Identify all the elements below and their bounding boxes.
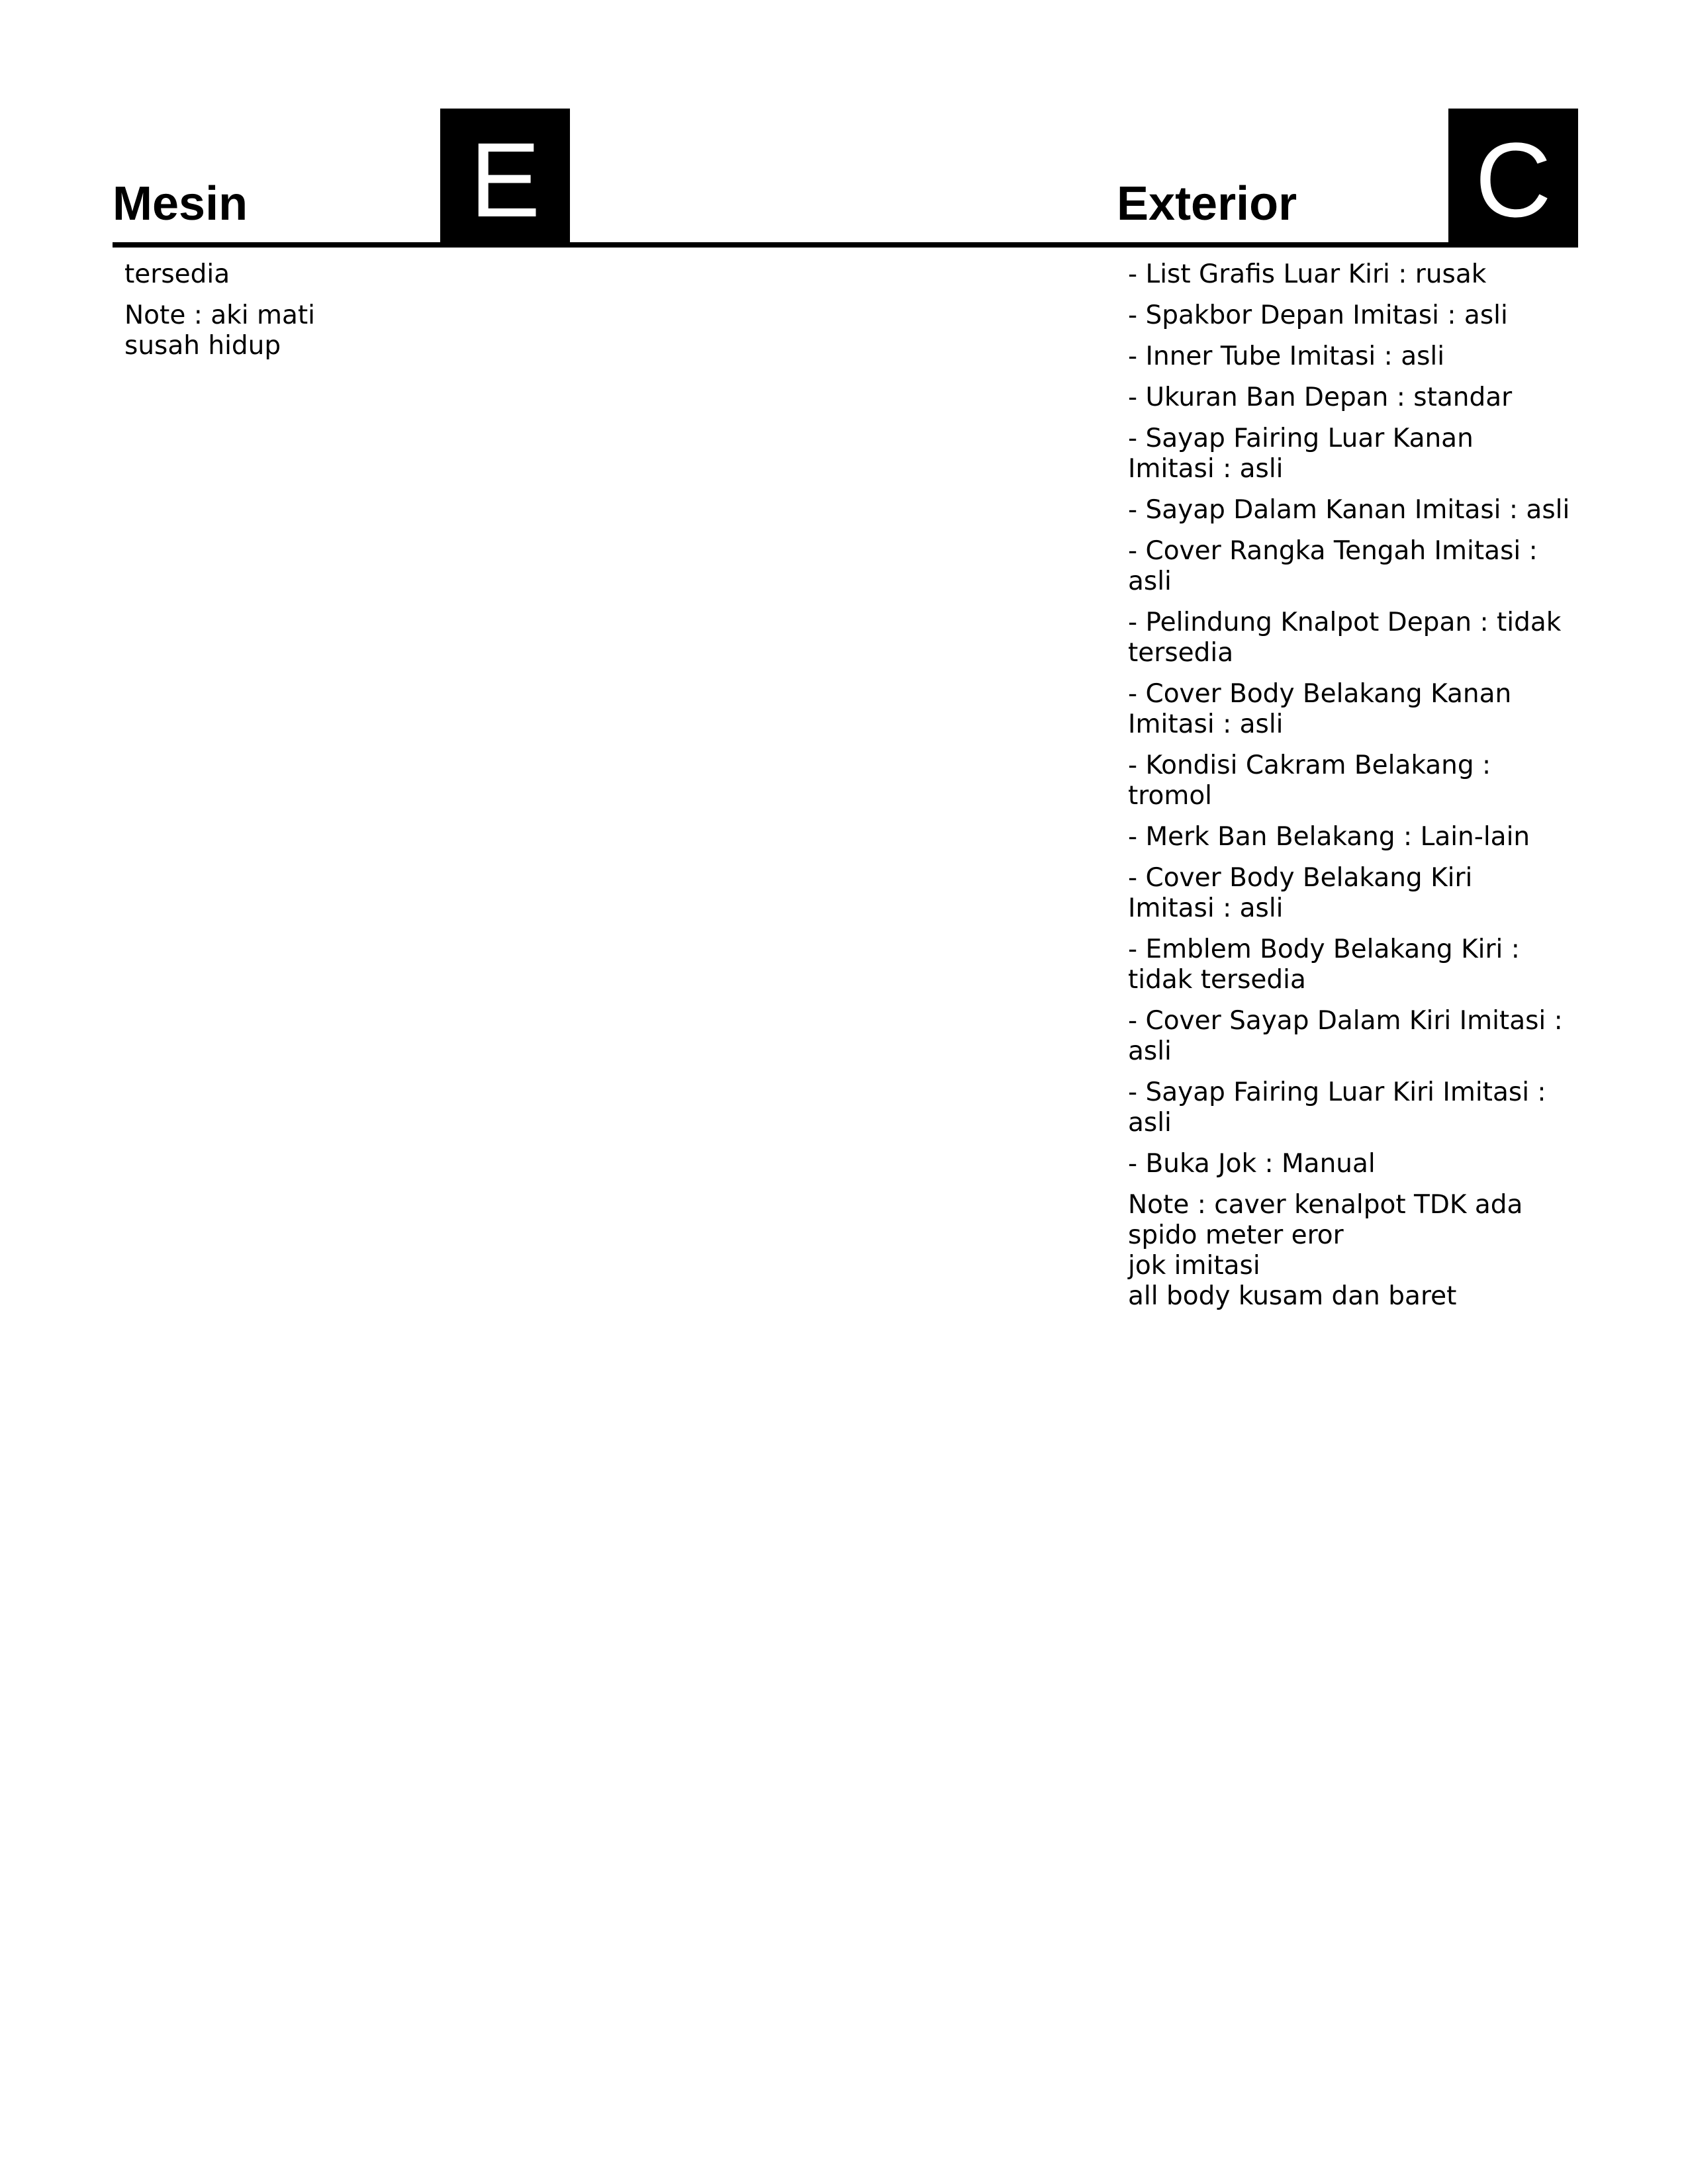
list-item: - Cover Sayap Dalam Kiri Imitasi : asli xyxy=(1128,1006,1563,1066)
list-item: - Pelindung Knalpot Depan : tidak tersedia xyxy=(1128,608,1562,668)
list-item: - Inner Tube Imitasi : asli xyxy=(1128,341,1445,371)
list-item: - Cover Rangka Tengah Imitasi : asli xyxy=(1128,536,1538,596)
list-item: tersedia xyxy=(124,259,230,289)
list-item: - Cover Body Belakang Kanan Imitasi : asli xyxy=(1128,679,1512,739)
list-item: - Merk Ban Belakang : Lain-lain xyxy=(1128,822,1530,852)
list-item: - Sayap Fairing Luar Kiri Imitasi : asli xyxy=(1128,1077,1546,1138)
list-item: - Kondisi Cakram Belakang : tromol xyxy=(1128,751,1491,811)
list-item: - List Grafis Luar Kiri : rusak xyxy=(1128,259,1487,289)
section-title-exterior: Exterior xyxy=(1117,177,1297,230)
list-item: - Cover Body Belakang Kiri Imitasi : asli xyxy=(1128,863,1473,923)
list-item: - Spakbor Depan Imitasi : asli xyxy=(1128,300,1508,330)
section-title-mesin: Mesin xyxy=(113,177,248,230)
header-divider xyxy=(113,242,1578,248)
list-item: - Ukuran Ban Depan : standar xyxy=(1128,383,1513,412)
note-text: Note : caver kenalpot TDK ada spido meter eror jok imitasi all body kusam dan baret xyxy=(1128,1190,1523,1311)
section-badge-exterior: C xyxy=(1448,109,1578,246)
list-item: - Sayap Dalam Kanan Imitasi : asli xyxy=(1128,495,1570,525)
list-item: - Sayap Fairing Luar Kanan Imitasi : asli xyxy=(1128,424,1474,484)
list-item: - Emblem Body Belakang Kiri : tidak tersedia xyxy=(1128,934,1520,995)
section-badge-mesin: E xyxy=(440,109,570,246)
mesin-details xyxy=(124,259,522,372)
exterior-details xyxy=(1128,259,1571,1322)
note-text: Note : aki mati susah hidup xyxy=(124,300,315,361)
list-item: - Buka Jok : Manual xyxy=(1128,1149,1376,1179)
